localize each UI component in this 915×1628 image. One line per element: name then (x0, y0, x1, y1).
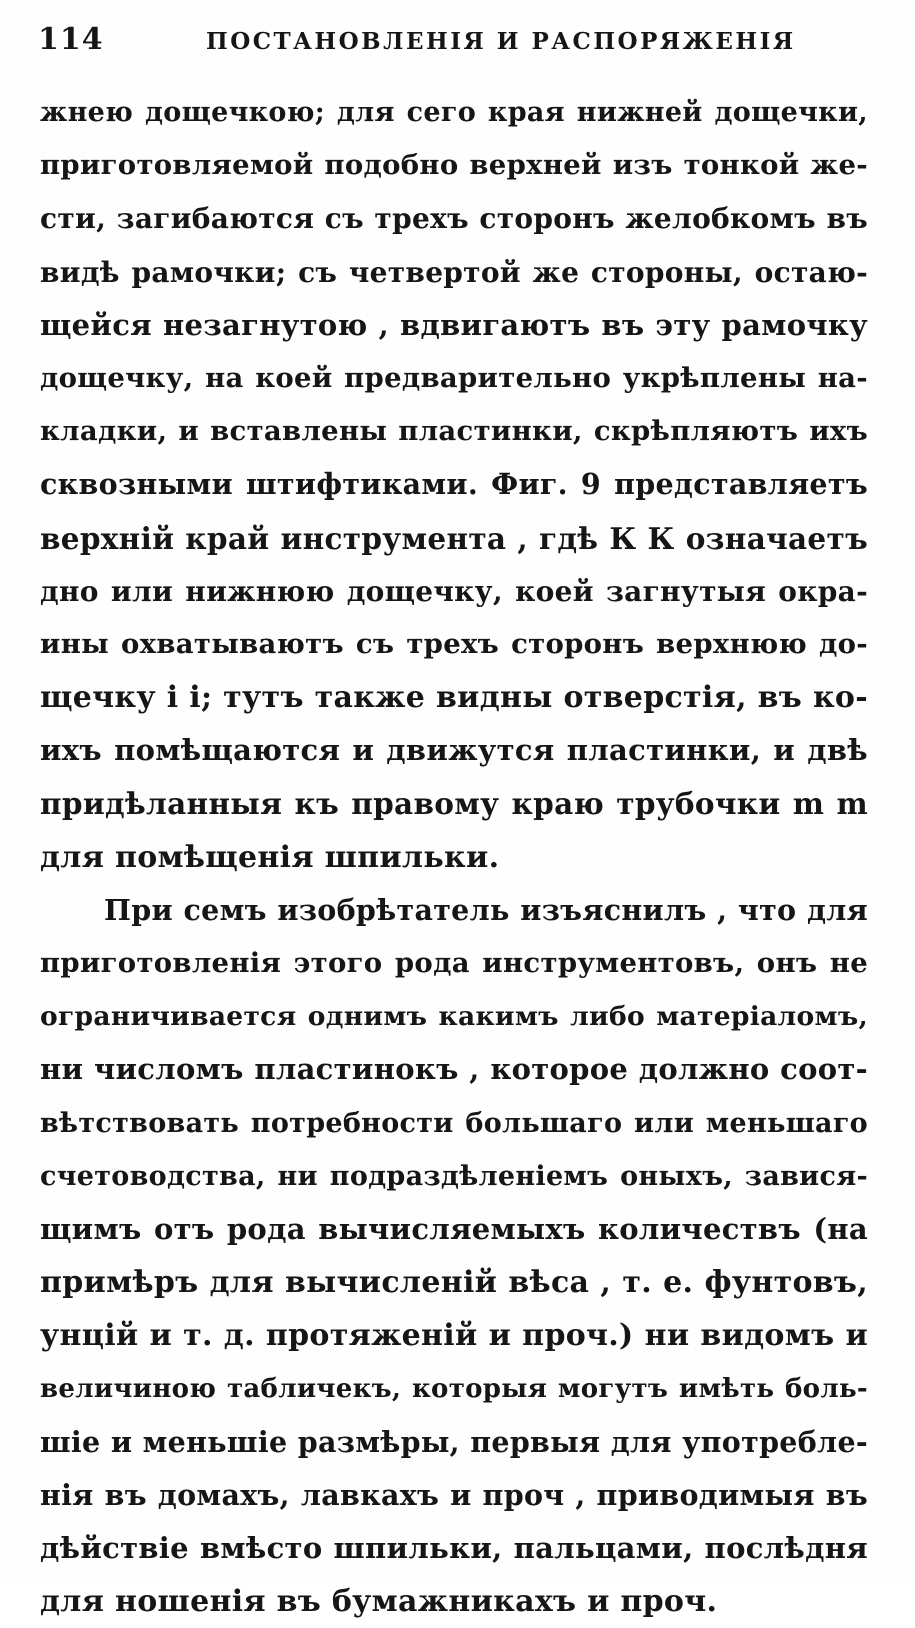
text-line: ихъ помѣщаются и движутся пластинки, и двѣ (40, 733, 868, 768)
body-text (40, 86, 868, 1628)
text-line: приготовляемой подобно верхней изъ тонкой же- (40, 149, 868, 182)
text-line: шіе и меньшіе размѣры, первыя для употребле- (40, 1424, 868, 1459)
text-line: щимъ отъ рода вычисляемыхъ количествъ (на (40, 1211, 868, 1246)
text-line: придѣланныя къ правому краю трубочки m m (40, 786, 868, 822)
paragraph-2 (40, 884, 868, 1628)
text-line: ни числомъ пластинокъ , которое должно соот- (40, 1052, 868, 1087)
text-line: примѣръ для вычисленій вѣса , т. е. фунтовъ, (40, 1265, 868, 1301)
text-line: для помѣщенія шпильки. (40, 839, 500, 875)
text-line: ограничивается однимъ какимъ либо матеріаломъ, (40, 1001, 868, 1033)
text-line: сквозными штифтиками. Фиг. 9 представляетъ (40, 467, 868, 502)
text-line: При семъ изобрѣтатель изъяснилъ , что для (104, 892, 868, 927)
text-line: дощечку, на коей предварительно укрѣплены на- (40, 361, 868, 394)
text-line: жнею дощечкою; для сего края нижней дощечки, (40, 97, 868, 128)
text-line: дно или нижнюю дощечку, коей загнутыя окра- (40, 574, 868, 608)
text-line: видѣ рамочки; съ четвертой же стороны, остаю- (40, 255, 868, 289)
text-line: верхній край инструмента , гдѣ К К означаетъ (40, 520, 868, 556)
text-line: величиною табличекъ, которыя могутъ имѣть боль- (40, 1373, 868, 1404)
text-line: счетоводства, ни подраздѣленіемъ оныхъ, завися- (40, 1160, 868, 1192)
text-line: сти, загибаются съ трехъ сторонъ желобкомъ въ (40, 202, 868, 236)
page-number: 114 (38, 22, 104, 57)
text-line: унцій и т. д. протяженій и проч.) ни видомъ и (40, 1318, 868, 1354)
text-line: кладки, и вставлены пластинки, скрѣпляютъ ихъ (40, 415, 868, 448)
text-line: для ношенія въ бумажникахъ и проч. (40, 1584, 718, 1620)
text-line: ины охватываютъ съ трехъ сторонъ верхнюю до- (40, 627, 868, 660)
text-line: дѣйствіе вмѣсто шпильки, пальцами, послѣдня (40, 1531, 868, 1566)
text-line: приготовленія этого рода инструментовъ, онъ не (40, 947, 868, 979)
text-line: нія въ домахъ, лавкахъ и проч , приводимыя въ (40, 1477, 868, 1512)
text-line: щечку і і; тутъ также видны отверстія, въ ко- (40, 680, 868, 716)
running-title: ПОСТАНОВЛЕНІЯ И РАСПОРЯЖЕНІЯ (206, 28, 796, 55)
running-head (38, 22, 878, 62)
text-line: щейся незагнутою , вдвигаютъ въ эту рамочку (40, 307, 868, 342)
text-line: вѣтствовать потребности большаго или меньшаго (40, 1107, 868, 1139)
paragraph-1 (40, 86, 868, 884)
